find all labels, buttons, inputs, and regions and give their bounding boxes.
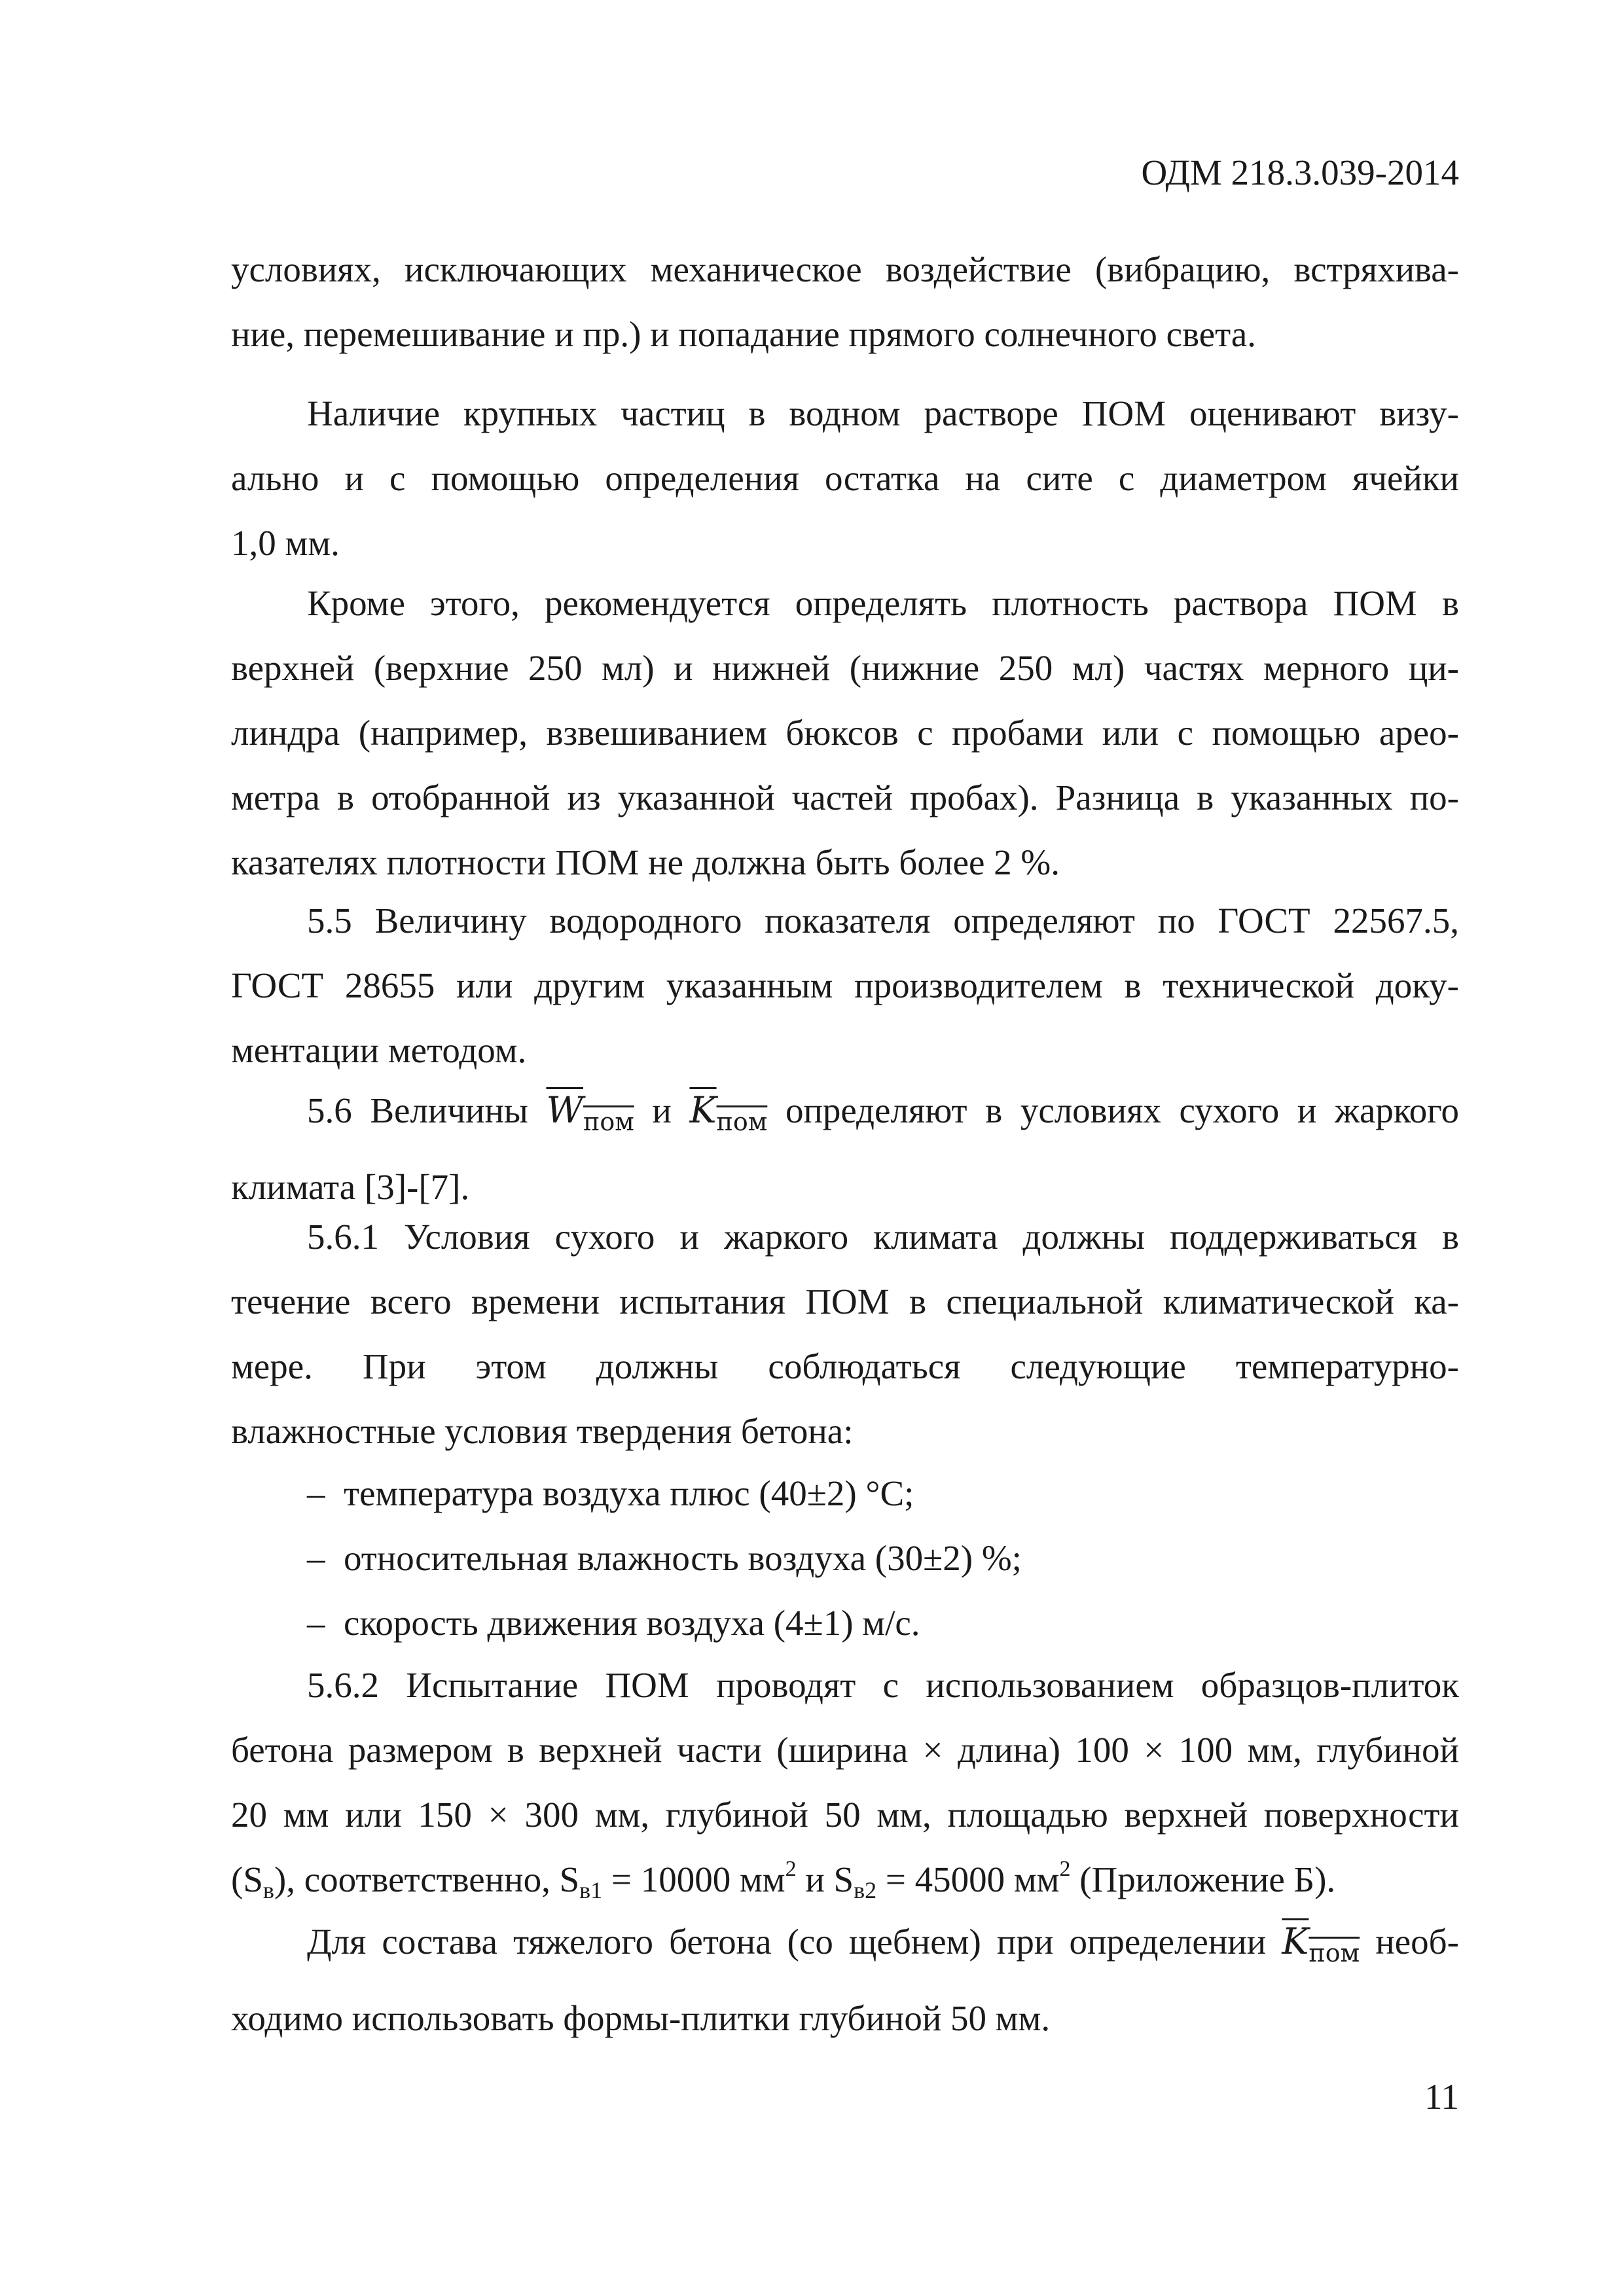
- formula-symbol: K: [689, 1089, 717, 1131]
- list-item-text: относительная влажность воздуха (30±2) %;: [344, 1538, 1022, 1578]
- list-item: [231, 1526, 1459, 1590]
- text-span: = 10000 мм: [602, 1859, 785, 1899]
- list-dash: –: [307, 1603, 325, 1643]
- text-line: линдра (например, взвешиванием бюксов с пробами или с помощью арео-: [231, 713, 1459, 753]
- formula-subscript: пом: [583, 1107, 634, 1136]
- paragraph-5-6-2: [231, 1653, 1459, 1923]
- text-line: верхней (верхние 250 мл) и нижней (нижние 250 мл) частях мерного ци-: [231, 648, 1459, 688]
- text-line: [231, 1909, 1459, 1986]
- text-span: Для состава тяжелого бетона (со щебнем) при определении: [307, 1922, 1282, 1962]
- text-line: 1,0 мм.: [231, 523, 340, 563]
- text-line: мере. При этом должны соблюдаться следующие температурно-: [231, 1346, 1459, 1386]
- list-dash: –: [307, 1473, 325, 1513]
- text-line: казателях плотности ПОМ не должна быть более 2 %.: [231, 842, 1060, 882]
- formula-subscript: пом: [716, 1107, 768, 1136]
- subscript: в2: [854, 1877, 877, 1903]
- formula-k-pom: [1282, 1920, 1360, 1967]
- text-line: 5.5 Величину водородного показателя определяют по ГОСТ 22567.5,: [307, 901, 1459, 941]
- subscript: в: [262, 1877, 274, 1903]
- text-span: = 45000 мм: [876, 1859, 1060, 1899]
- text-line: 5.6.2 Испытание ПОМ проводят с использованием образцов-плиток: [307, 1665, 1459, 1705]
- list-item: [231, 1461, 1459, 1526]
- text-span: определяют в условиях сухого и жаркого: [767, 1090, 1459, 1130]
- text-span: 5.6 Величины: [307, 1090, 547, 1130]
- text-line: ние, перемешивание и пр.) и попадание прямого солнечного света.: [231, 314, 1256, 354]
- text-line: течение всего времени испытания ПОМ в специальной климатической ка-: [231, 1282, 1459, 1321]
- paragraph-continuation: [231, 237, 1459, 367]
- subscript: в1: [579, 1877, 603, 1903]
- text-line: [231, 1078, 1459, 1155]
- list-item-text: скорость движения воздуха (4±1) м/с.: [344, 1603, 920, 1643]
- text-line: Кроме этого, рекомендуется определять плотность раствора ПОМ в: [307, 583, 1459, 623]
- formula-k-pom: [689, 1089, 768, 1136]
- text-span: и: [634, 1090, 690, 1130]
- text-line: климата [3]-[7].: [231, 1167, 470, 1207]
- text-line: условиях, исключающих механическое воздействие (вибрацию, встряхива-: [231, 249, 1459, 289]
- superscript: 2: [785, 1857, 797, 1881]
- paragraph-heavy-concrete: [231, 1909, 1459, 2051]
- formula-w-pom: [546, 1089, 634, 1136]
- text-line: метра в отобранной из указанной частей пробах). Разница в указанных по-: [231, 778, 1459, 817]
- paragraph-5-6-1: [231, 1204, 1459, 1463]
- conditions-list: [231, 1461, 1459, 1655]
- paragraph-density: [231, 571, 1459, 895]
- text-line: 5.6.1 Условия сухого и жаркого климата должны поддерживаться в: [307, 1217, 1459, 1257]
- text-span: (S: [231, 1859, 263, 1899]
- document-code: ОДМ 218.3.039-2014: [1141, 152, 1459, 192]
- superscript: 2: [1059, 1857, 1071, 1881]
- text-line: бетона размером в верхней части (ширина × длина) 100 × 100 мм, глубиной: [231, 1730, 1459, 1770]
- paragraph-5-5: [231, 888, 1459, 1083]
- formula-symbol: K: [1282, 1920, 1309, 1962]
- page-number: 11: [1424, 2077, 1459, 2117]
- formula-symbol: W: [546, 1089, 583, 1131]
- paragraph-5-6: [231, 1078, 1459, 1219]
- text-span: необ-: [1360, 1922, 1459, 1962]
- text-span: (Приложение Б).: [1070, 1859, 1336, 1899]
- text-line: ходимо использовать формы-плитки глубиной 50 мм.: [231, 1998, 1051, 2038]
- text-line: ментации методом.: [231, 1030, 527, 1070]
- formula-subscript: пом: [1308, 1939, 1360, 1967]
- text-line: 20 мм или 150 × 300 мм, глубиной 50 мм, площадью верхней поверхности: [231, 1795, 1459, 1835]
- text-span: и S: [796, 1859, 854, 1899]
- list-dash: –: [307, 1538, 325, 1578]
- text-span: ), соответственно, S: [274, 1859, 580, 1899]
- paragraph-large-particles: [231, 381, 1459, 575]
- text-line: ГОСТ 28655 или другим указанным производителем в технической доку-: [231, 965, 1459, 1005]
- text-line: влажностные условия твердения бетона:: [231, 1411, 854, 1451]
- list-item: [231, 1590, 1459, 1655]
- text-line: ально и с помощью определения остатка на сите с диаметром ячейки: [231, 458, 1459, 498]
- text-line: Наличие крупных частиц в водном растворе ПОМ оценивают визу-: [307, 393, 1459, 433]
- list-item-text: температура воздуха плюс (40±2) °С;: [344, 1473, 914, 1513]
